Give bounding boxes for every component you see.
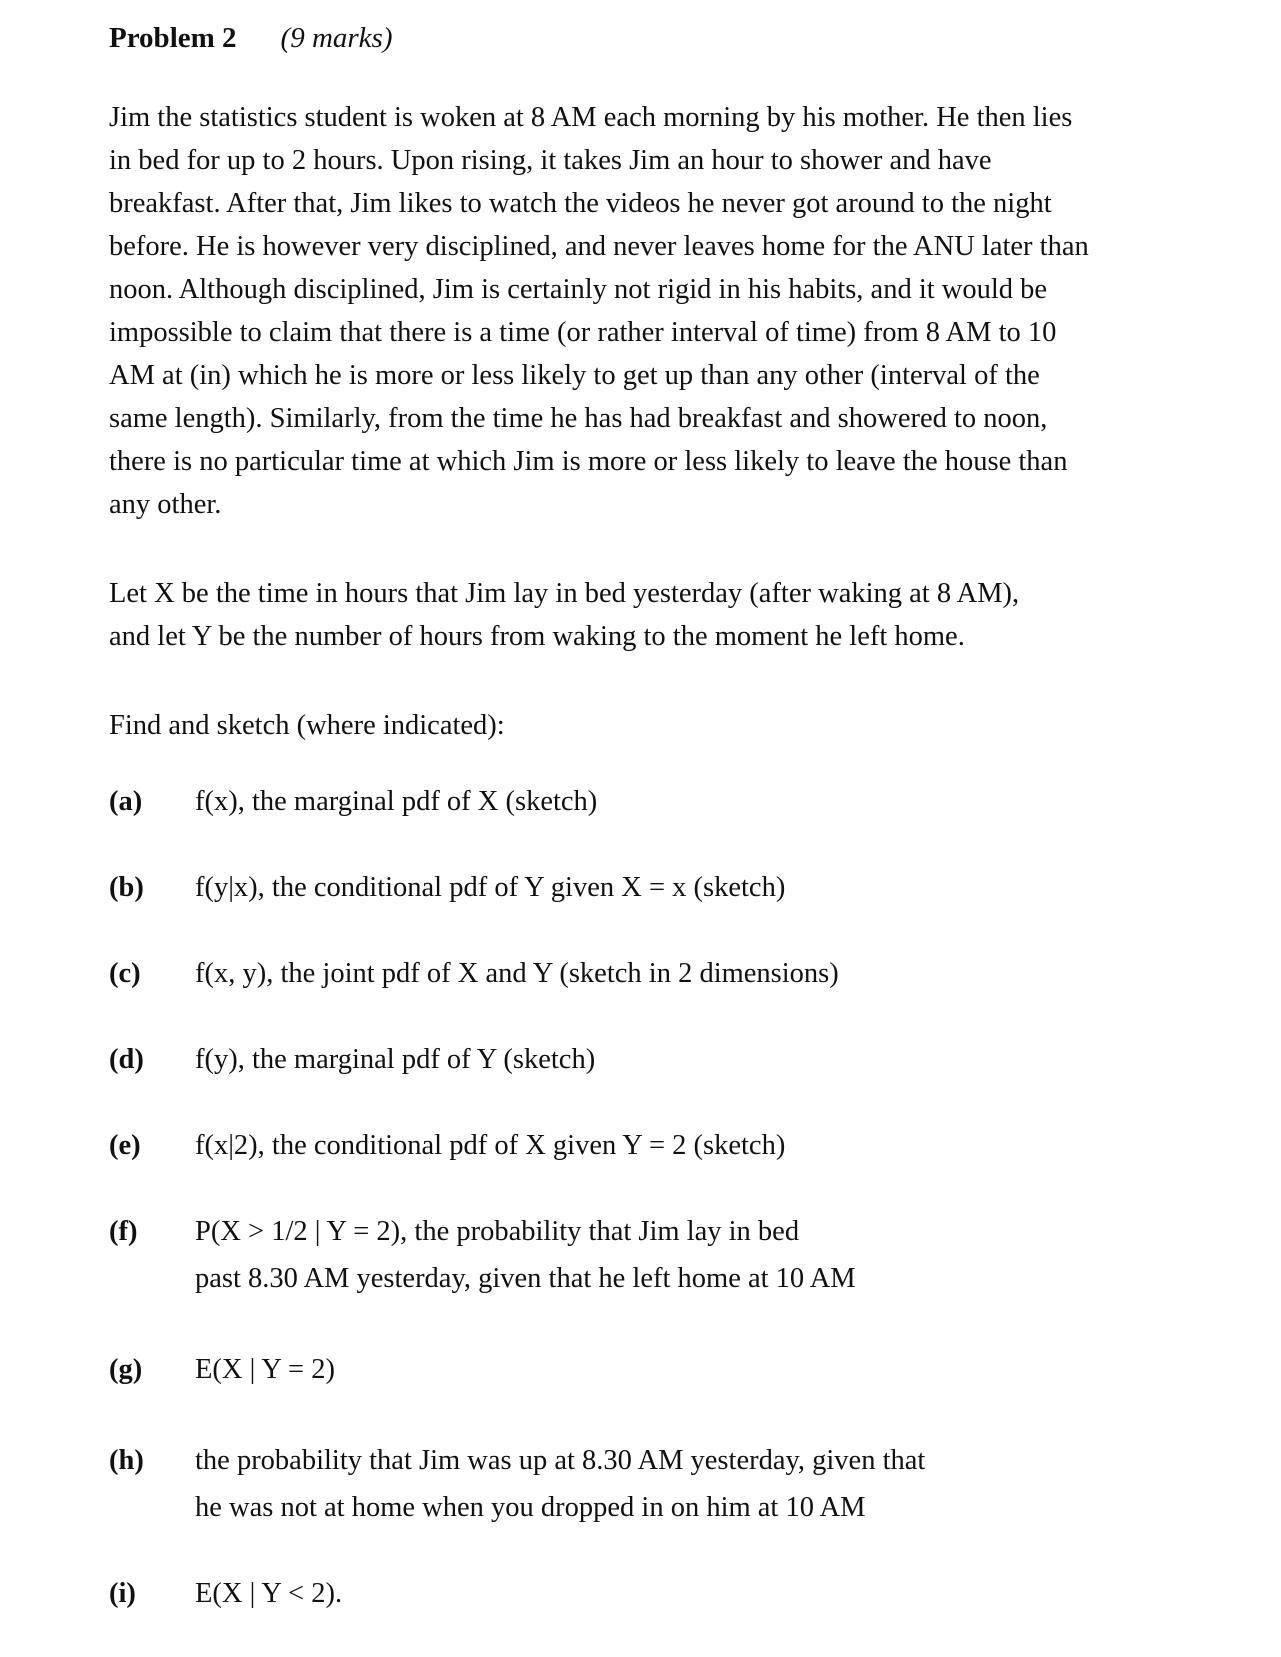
item-body xyxy=(195,1208,856,1302)
definition-x: Let X be the time in hours that Jim lay in bed yesterday (after waking at 8 AM), xyxy=(109,578,1020,609)
item-body xyxy=(195,864,785,911)
item-body xyxy=(195,1437,925,1531)
item-body xyxy=(195,1570,342,1617)
definition-y: and let Y be the number of hours from waking to the moment he left home. xyxy=(109,621,965,652)
problem-marks: (9 marks) xyxy=(280,22,393,54)
intro-paragraph xyxy=(109,96,1219,526)
problem-header xyxy=(109,20,392,56)
instruction-text: Find and sketch (where indicated): xyxy=(109,710,505,741)
item-label: (h) xyxy=(109,1445,144,1476)
item-text: f(y), the marginal pdf of Y (sketch) xyxy=(195,1044,596,1075)
intro-line: breakfast. After that, Jim likes to watch the videos he never got around to the night xyxy=(109,188,1052,219)
item-label: (e) xyxy=(109,1130,141,1161)
item-text: f(x, y), the joint pdf of X and Y (sketch in 2 dimensions) xyxy=(195,958,839,989)
item-body xyxy=(195,950,839,997)
definitions-paragraph xyxy=(109,572,1219,658)
item-text: P(X > 1/2 | Y = 2), the probability that Jim lay in bed xyxy=(195,1216,800,1247)
item-text: past 8.30 AM yesterday, given that he left home at 10 AM xyxy=(195,1263,856,1294)
item-text: E(X | Y < 2). xyxy=(195,1578,343,1609)
item-label: (g) xyxy=(109,1354,143,1385)
item-label: (i) xyxy=(109,1578,136,1609)
instruction xyxy=(109,704,1219,747)
intro-line: there is no particular time at which Jim is more or less likely to leave the house than xyxy=(109,446,1068,477)
item-text: the probability that Jim was up at 8.30 AM yesterday, given that xyxy=(195,1445,926,1476)
item-label: (c) xyxy=(109,958,141,989)
intro-line: Jim the statistics student is woken at 8 AM each morning by his mother. He then lies xyxy=(109,102,1073,133)
item-body xyxy=(195,1036,595,1083)
intro-line: noon. Although disciplined, Jim is certainly not rigid in his habits, and it would be xyxy=(109,274,1048,305)
item-text: f(x|2), the conditional pdf of X given Y = 2 (sketch) xyxy=(195,1130,786,1161)
item-body xyxy=(195,1122,785,1169)
item-text: f(x), the marginal pdf of X (sketch) xyxy=(195,786,598,817)
intro-line: AM at (in) which he is more or less likely to get up than any other (interval of the xyxy=(109,360,1040,391)
problem-title: Problem 2 xyxy=(109,22,237,54)
item-label: (a) xyxy=(109,786,143,817)
intro-line: before. He is however very disciplined, and never leaves home for the ANU later than xyxy=(109,231,1089,262)
item-text: E(X | Y = 2) xyxy=(195,1354,335,1385)
intro-line: in bed for up to 2 hours. Upon rising, it takes Jim an hour to shower and have xyxy=(109,145,992,176)
intro-line: any other. xyxy=(109,489,222,520)
item-label: (b) xyxy=(109,872,144,903)
item-text: f(y|x), the conditional pdf of Y given X = x (sketch) xyxy=(195,872,786,903)
item-text: he was not at home when you dropped in on him at 10 AM xyxy=(195,1492,866,1523)
item-label: (f) xyxy=(109,1216,138,1247)
item-body xyxy=(195,778,597,825)
intro-line: same length). Similarly, from the time he has had breakfast and showered to noon, xyxy=(109,403,1048,434)
item-label: (d) xyxy=(109,1044,144,1075)
intro-line: impossible to claim that there is a time (or rather interval of time) from 8 AM to 10 xyxy=(109,317,1057,348)
item-body xyxy=(195,1346,335,1393)
